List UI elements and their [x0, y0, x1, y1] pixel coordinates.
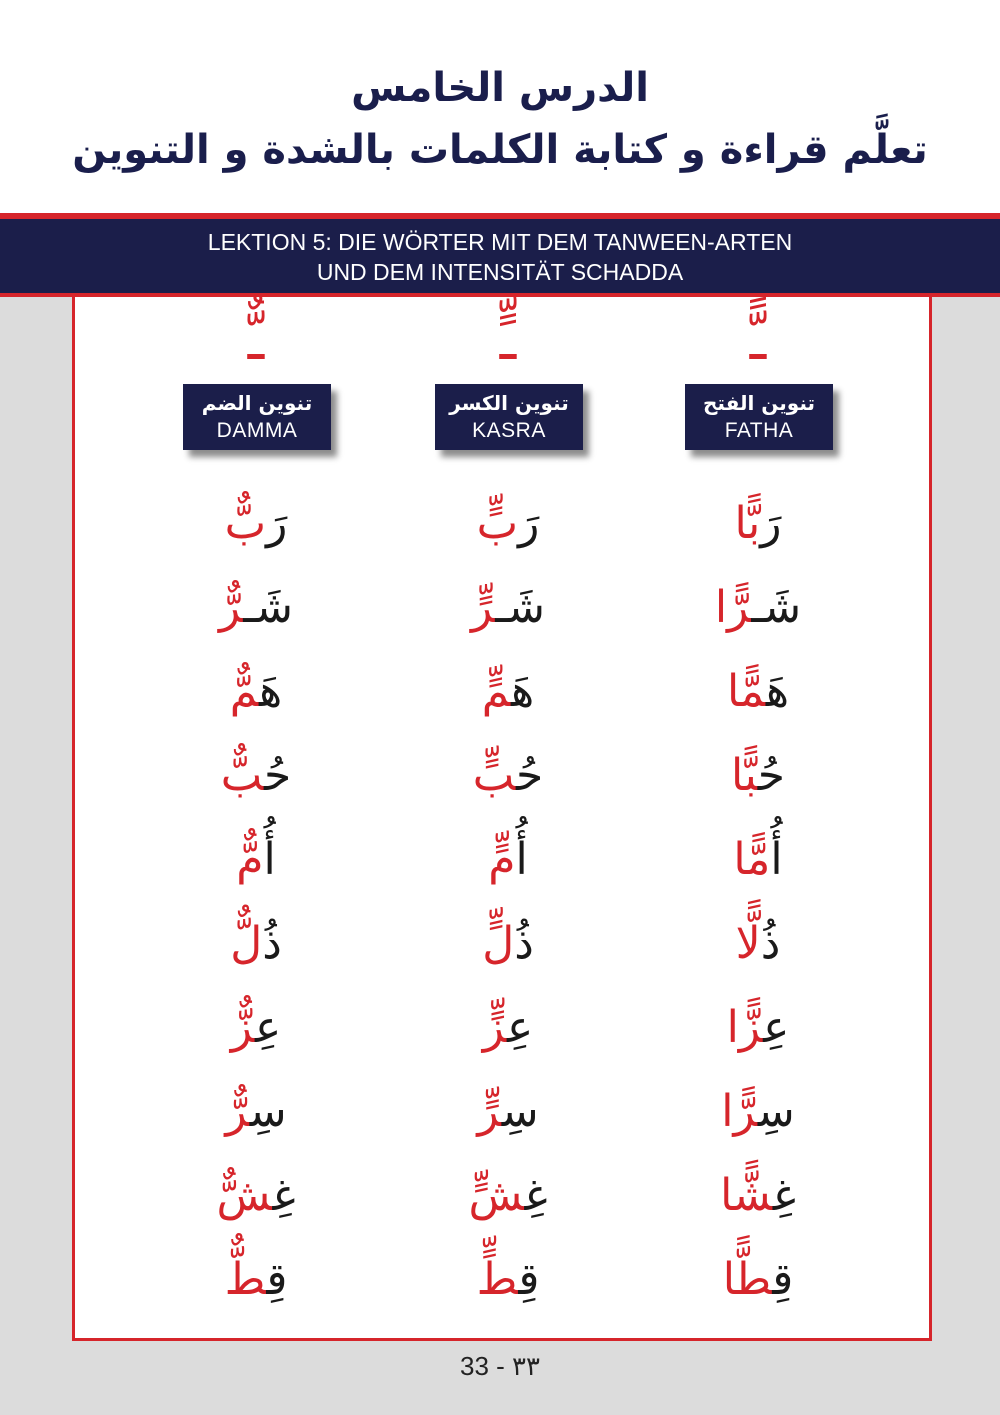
word-damma-1: [156, 489, 356, 559]
word-fatha-2: [658, 573, 858, 643]
word-fatha-3: [658, 657, 858, 727]
word-black-part: هَ: [259, 666, 283, 717]
word-black-part: سِ: [249, 1086, 287, 1137]
word-red-part: رٍّ: [470, 582, 496, 633]
word-red-part: زٍّ: [482, 1002, 507, 1053]
word-red-part: مٍّ: [488, 834, 516, 885]
word-kasra-1: [408, 489, 608, 559]
word-damma-4: [156, 741, 356, 811]
tanween-symbol-kasra: ـٍّ: [499, 308, 517, 373]
word-kasra-6: [408, 909, 608, 979]
label-arabic: تنوين الكسر: [449, 391, 569, 415]
word-black-part: حُ: [516, 750, 544, 801]
word-black-part: سِ: [757, 1086, 795, 1137]
word-red-part: مٍّ: [481, 666, 512, 717]
lesson-banner: [0, 219, 1000, 293]
banner-line-2: UND DEM INTENSITÄT SCHADDA: [316, 259, 684, 285]
word-black-part: شَـ: [243, 582, 294, 633]
word-damma-10: [156, 1245, 356, 1315]
word-fatha-10: [658, 1245, 858, 1315]
word-red-part: رٌّ: [218, 582, 244, 633]
word-red-part: رًّا: [721, 1086, 758, 1137]
word-red-part: شٌّ: [216, 1170, 273, 1221]
banner-line-1: LEKTION 5: DIE WÖRTER MIT DEM TANWEEN-ARTEN: [207, 229, 793, 255]
word-black-part: غِ: [772, 1170, 796, 1221]
word-damma-7: [156, 993, 356, 1063]
word-black-part: غِ: [524, 1170, 548, 1221]
word-black-part: ذُ: [262, 918, 282, 969]
word-red-part: زٌّ: [230, 1002, 255, 1053]
word-kasra-10: [408, 1245, 608, 1315]
word-kasra-5: [408, 825, 608, 895]
word-fatha-9: [658, 1161, 858, 1231]
word-red-part: طًّا: [722, 1254, 773, 1305]
word-red-part: بٌّ: [224, 498, 267, 549]
word-red-part: طٍّ: [476, 1254, 519, 1305]
word-black-part: أُ: [263, 834, 276, 885]
word-kasra-3: [408, 657, 608, 727]
word-black-part: حُ: [757, 750, 785, 801]
word-kasra-4: [408, 741, 608, 811]
label-box-fatha: [685, 384, 833, 450]
word-red-part: شًّا: [720, 1170, 773, 1221]
label-arabic: تنوين الضم: [201, 391, 313, 415]
word-red-part: بٍّ: [476, 498, 519, 549]
word-damma-8: [156, 1077, 356, 1147]
lesson-subtitle: تعلَّم قراءة و كتابة الكلمات بالشدة و التنوين: [72, 127, 928, 173]
word-red-part: شٍّ: [468, 1170, 525, 1221]
word-red-part: رٌّ: [225, 1086, 250, 1137]
word-black-part: أُ: [515, 834, 528, 885]
word-black-part: عِ: [763, 1002, 790, 1053]
word-kasra-8: [408, 1077, 608, 1147]
word-red-part: لٌّ: [230, 918, 263, 969]
page-number: 33 - ٣٣: [460, 1351, 540, 1381]
word-black-part: قِ: [266, 1254, 288, 1305]
word-damma-9: [156, 1161, 356, 1231]
word-black-part: غِ: [272, 1170, 296, 1221]
column-damma: [156, 297, 356, 1337]
word-table: [72, 297, 932, 1341]
word-kasra-7: [408, 993, 608, 1063]
word-red-part: طٌّ: [224, 1254, 267, 1305]
word-black-part: رَ: [518, 498, 540, 549]
label-box-kasra: [435, 384, 583, 450]
word-black-part: رَ: [760, 498, 782, 549]
word-red-part: بٍّ: [472, 750, 516, 801]
word-black-part: هَ: [765, 666, 790, 717]
word-red-part: مًّا: [726, 666, 766, 717]
word-black-part: ذُ: [514, 918, 534, 969]
label-german: FATHA: [724, 419, 794, 442]
word-black-part: شَـ: [495, 582, 546, 633]
word-red-part: رٍّ: [477, 1086, 502, 1137]
word-black-part: هَ: [511, 666, 535, 717]
word-fatha-4: [658, 741, 858, 811]
word-fatha-5: [658, 825, 858, 895]
label-german: KASRA: [472, 419, 546, 442]
word-fatha-6: [658, 909, 858, 979]
word-kasra-9: [408, 1161, 608, 1231]
word-red-part: رًّا: [714, 582, 752, 633]
word-black-part: عِ: [255, 1002, 282, 1053]
label-arabic: تنوين الفتح: [702, 391, 816, 415]
word-fatha-1: [658, 489, 858, 559]
lesson-title: الدرس الخامس: [351, 65, 649, 111]
word-black-part: قِ: [518, 1254, 540, 1305]
label-box-damma: [183, 384, 331, 450]
word-red-part: بًّا: [731, 750, 758, 801]
column-kasra: [408, 297, 608, 1337]
tanween-symbol-fatha: ـًّ: [749, 308, 767, 373]
word-black-part: حُ: [264, 750, 292, 801]
word-damma-3: [156, 657, 356, 727]
word-red-part: مًّا: [733, 834, 771, 885]
word-black-part: قِ: [772, 1254, 794, 1305]
word-fatha-8: [658, 1077, 858, 1147]
word-black-part: ذُ: [760, 918, 781, 969]
word-black-part: أُ: [770, 834, 783, 885]
word-kasra-2: [408, 573, 608, 643]
word-red-part: لًّا: [735, 918, 761, 969]
word-red-part: بٌّ: [220, 750, 264, 801]
word-black-part: رَ: [266, 498, 288, 549]
word-black-part: سِ: [501, 1086, 539, 1137]
word-fatha-7: [658, 993, 858, 1063]
word-black-part: عِ: [507, 1002, 534, 1053]
word-damma-5: [156, 825, 356, 895]
label-german: DAMMA: [216, 419, 298, 442]
word-damma-6: [156, 909, 356, 979]
word-red-part: بًّا: [734, 498, 761, 549]
tanween-symbol-damma: ـٌّ: [247, 308, 265, 373]
column-fatha: [658, 297, 858, 1337]
word-black-part: شَـ: [751, 582, 802, 633]
word-red-part: لٍّ: [482, 918, 515, 969]
header: [0, 0, 1000, 213]
word-damma-2: [156, 573, 356, 643]
word-red-part: مٌّ: [229, 666, 260, 717]
word-red-part: زًّا: [726, 1002, 764, 1053]
word-red-part: مٌّ: [236, 834, 264, 885]
